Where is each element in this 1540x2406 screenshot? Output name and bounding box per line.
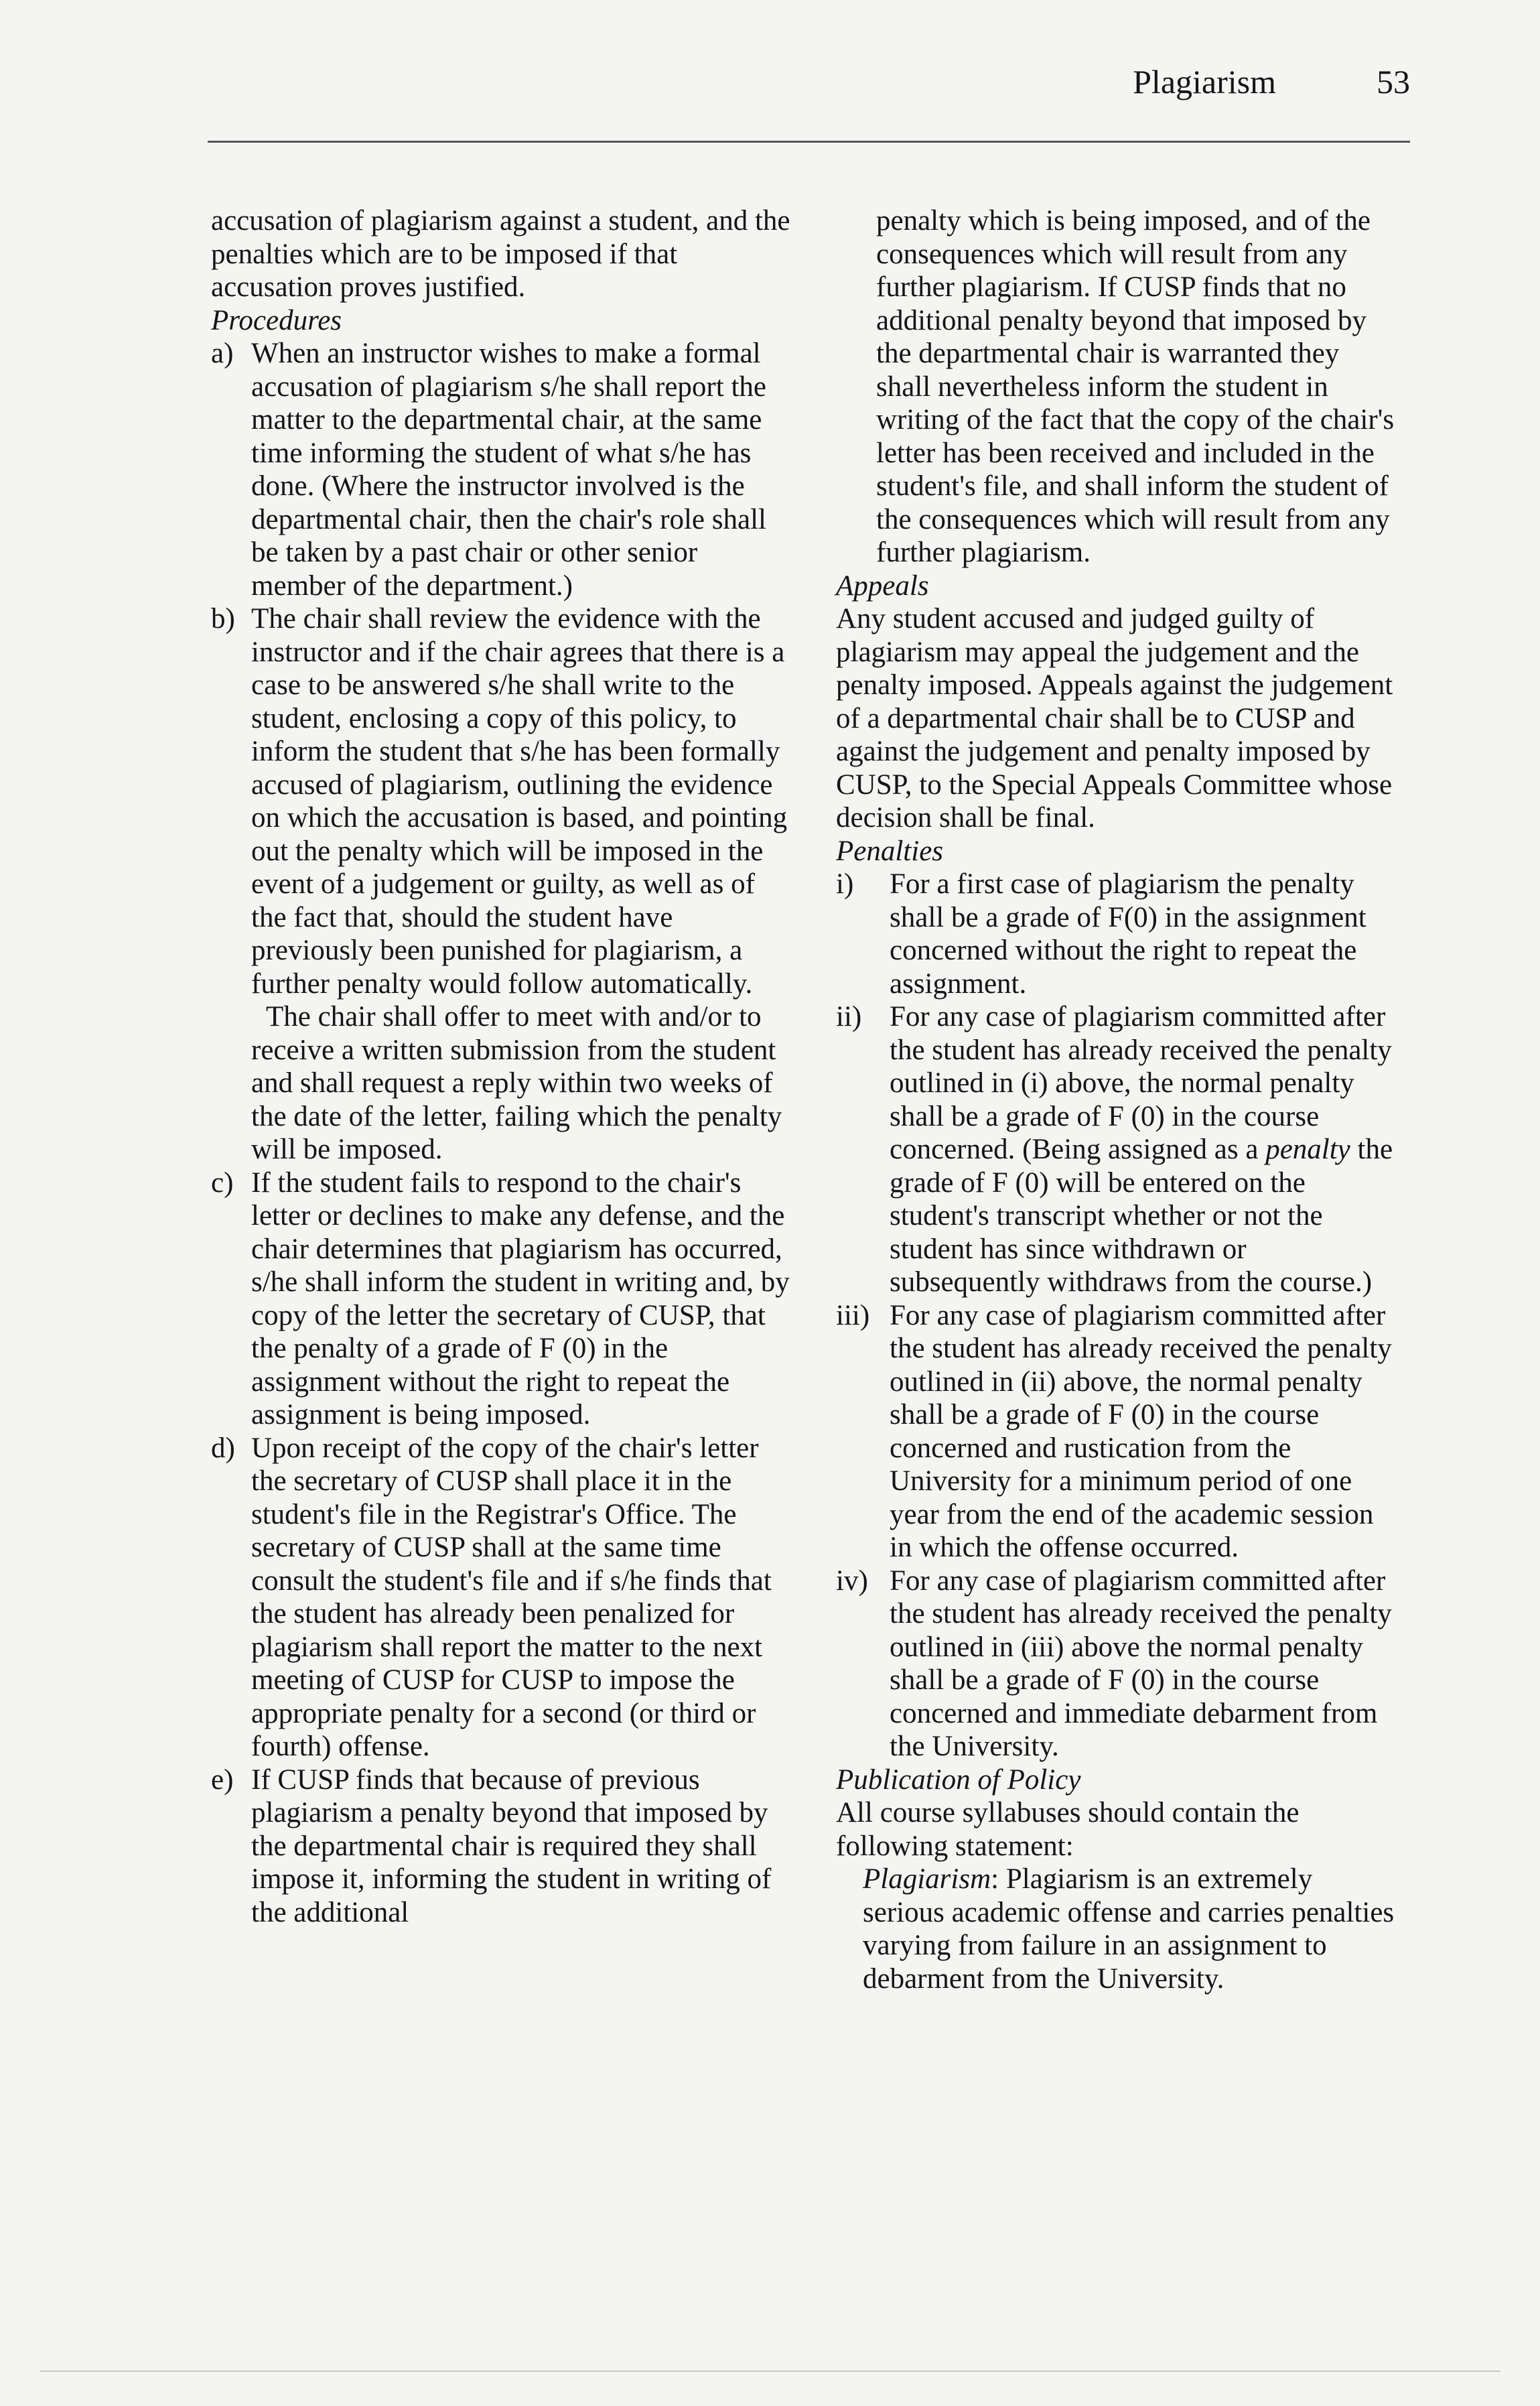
item-label: i) — [836, 868, 854, 900]
item-text: For any case of plagiarism committed after the student has already received the penalty outlined in (iii) above the normal penalty shall be a grade of F (0) in the course concerned and immediate debarment from the University. — [890, 1564, 1392, 1762]
procedure-item-a — [211, 337, 794, 602]
item-text-block — [251, 602, 794, 1166]
item-text: For any case of plagiarism committed after the student has already received the penalty outlined in (ii) above, the normal penalty shall be a grade of F (0) in the course concerned and rustication from the University for a minimum period of one year from the end of the academic session in which the offense occurred. — [890, 1299, 1392, 1563]
running-title: Plagiarism — [1133, 63, 1276, 101]
item-label: e) — [211, 1763, 234, 1796]
item-text-part-a: For any case of plagiarism committed after the student has already received the penalty outlined in (i) above, the normal penalty shall be a grade of F (0) in the course concerned. (Being assigned as a — [890, 1001, 1392, 1165]
penalties-heading: Penalties — [836, 835, 944, 867]
item-label: d) — [211, 1432, 235, 1464]
page-bottom-edge — [40, 2370, 1500, 2372]
procedure-item-e-continued: penalty which is being imposed, and of the consequences which will result from any further plagiarism. If CUSP finds that no additional penalty beyond that imposed by the departmental chair is warranted they shall nevertheless inform the student in writing of the fact that the copy of the chair's letter has been received and included in the student's file, and shall inform the student of the consequences which will result from any further plagiarism. — [876, 205, 1395, 568]
item-text-part-b: the grade of F (0) will be entered on the student's transcript whether or not the student has since withdrawn or subsequently withdraws from the course.) — [890, 1134, 1393, 1298]
appeals-heading: Appeals — [836, 570, 929, 602]
item-label: iii) — [836, 1299, 870, 1331]
item-text: When an instructor wishes to make a formal accusation of plagiarism s/he shall report the matter to the departmental chair, at the same time informing the student of what s/he has done. (Where the instructor involved is the departmental chair, then the chair's role shall be taken by a past chair or other senior member of the department.) — [251, 338, 766, 602]
page-header — [208, 62, 1410, 149]
item-text: The chair shall review the evidence with the instructor and if the chair agrees that there is a case to be answered s/he shall write to the student, enclosing a copy of this policy, to inform the student that s/he has been formally accused of plagiarism, outlining the evidence on which the accusation is based, and pointing out the penalty which will be imposed in the event of a judgement or guilty, as well as of the fact that, should the student have previously been punished for plagiarism, a further penalty would follow automatically. — [251, 603, 788, 1000]
publication-paragraph: All course syllabuses should contain the following statement: — [836, 1797, 1300, 1862]
syllabus-statement — [836, 1863, 1400, 1995]
procedure-item-b — [211, 602, 794, 1166]
procedures-heading: Procedures — [211, 304, 342, 336]
item-text-emphasis: penalty — [1265, 1134, 1350, 1165]
item-label: a) — [211, 338, 234, 369]
procedure-item-e — [211, 1763, 794, 1930]
item-text-continued: The chair shall offer to meet with and/or to receive a written submission from the student and shall request a reply within two weeks of the date of the letter, failing which the penalty will be imposed. — [251, 1001, 782, 1165]
procedure-item-d — [211, 1432, 794, 1763]
item-text: If CUSP finds that because of previous plagiarism a penalty beyond that imposed by the departmental chair is required they shall impose it, informing the student in writing of the additional — [251, 1763, 772, 1928]
penalty-item-ii — [836, 1000, 1400, 1299]
item-label: iv) — [836, 1564, 868, 1597]
appeals-paragraph: Any student accused and judged guilty of plagiarism may appeal the judgement and the penalty imposed. Appeals against the judgement of a departmental chair shall be to CUSP and against the judgement and penalty imposed by CUSP, to the Special Appeals Committee whose decision shall be final. — [836, 603, 1393, 833]
penalty-item-i — [836, 868, 1400, 1000]
header-rule — [208, 141, 1410, 143]
publication-heading: Publication of Policy — [836, 1763, 1081, 1796]
item-text: If the student fails to respond to the chair's letter or declines to make any defense, and the chair determines that plagiarism has occurred, s/he shall inform the student in writing and, by copy of the letter the secretary of CUSP, that the penalty of a grade of F (0) in the assignment without the right to repeat the assignment is being imposed. — [251, 1166, 790, 1430]
left-column — [211, 204, 794, 1929]
item-label: c) — [211, 1166, 234, 1199]
penalty-item-iii — [836, 1299, 1400, 1564]
item-text: Upon receipt of the copy of the chair's letter the secretary of CUSP shall place it in the student's file in the Registrar's Office. The secretary of CUSP shall at the same time consult the student's file and if s/he finds that the student has already been penalized for plagiarism shall report the matter to the next meeting of CUSP for CUSP to impose the appropriate penalty for a second (or third or fourth) offense. — [251, 1432, 772, 1762]
procedure-item-c — [211, 1166, 794, 1432]
penalty-item-iv — [836, 1564, 1400, 1763]
item-label: ii) — [836, 1001, 862, 1032]
item-text: For a first case of plagiarism the penalty shall be a grade of F(0) in the assignment concerned without the right to repeat the assignment. — [890, 868, 1367, 1000]
statement-text: : Plagiarism is an extremely serious academic offense and carries penalties varying from failure in an assignment to debarment from the University. — [863, 1863, 1395, 1995]
right-column — [836, 204, 1400, 1995]
page-number: 53 — [1377, 63, 1410, 101]
intro-paragraph: accusation of plagiarism against a student, and the penalties which are to be imposed if that accusation proves justified. — [211, 205, 790, 303]
item-text — [890, 1000, 1400, 1299]
item-label: b) — [211, 603, 235, 634]
statement-label: Plagiarism — [863, 1863, 991, 1895]
